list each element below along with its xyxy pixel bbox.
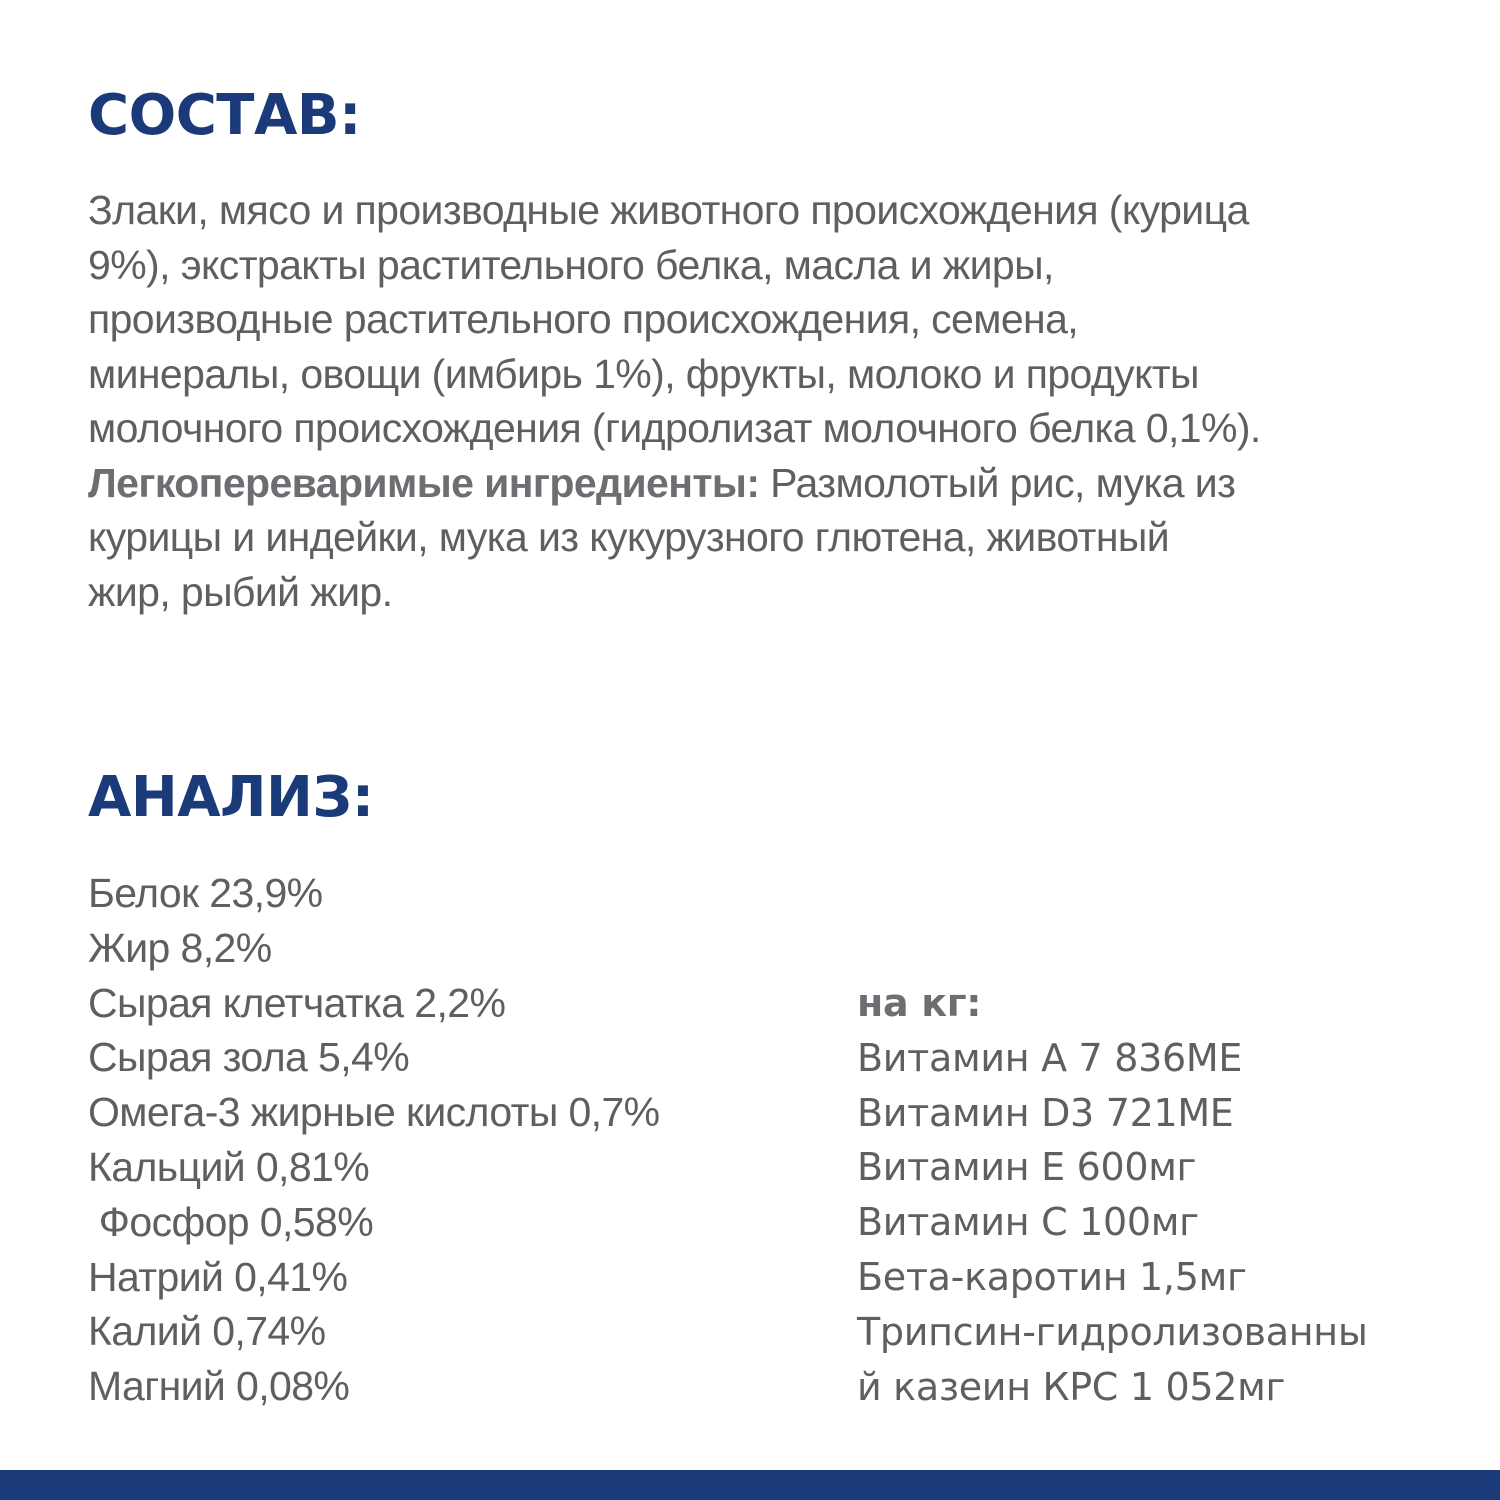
- analysis-item: Фосфор 0,58%: [88, 1198, 374, 1245]
- digestible-ingredients-line: курицы и индейки, мука из кукурузного глютена, животный: [88, 514, 1170, 560]
- analysis-item: Магний 0,08%: [88, 1363, 350, 1410]
- analysis-item: Сырая клетчатка 2,2%: [88, 979, 506, 1026]
- digestible-ingredients-text: Размолотый рис, мука из: [759, 459, 1236, 506]
- composition-line: Злаки, мясо и производные животного происхождения (курица: [88, 187, 1249, 233]
- vitamin-item: Витамин D3 721МЕ: [857, 1090, 1234, 1135]
- vitamin-item: Бета-каротин 1,5мг: [857, 1254, 1247, 1299]
- analysis-item: Натрий 0,41%: [88, 1253, 348, 1300]
- composition-text: [88, 183, 1438, 619]
- analysis-item: Омега-3 жирные кислоты 0,7%: [88, 1089, 660, 1136]
- vitamins-list: [857, 976, 1477, 1414]
- per-kg-label: на кг:: [857, 981, 982, 1025]
- composition-line: молочного происхождения (гидролизат молочного белка 0,1%).: [88, 405, 1261, 451]
- composition-line: минералы, овощи (имбирь 1%), фрукты, молоко и продукты: [88, 350, 1199, 397]
- composition-line: 9%), экстракты растительного белка, масла и жиры,: [88, 241, 1054, 288]
- digestible-ingredients-line: жир, рыбий жир.: [88, 568, 393, 615]
- vitamin-item: Трипсин-гидролизованны: [857, 1309, 1368, 1354]
- composition-line: производные растительного происхождения, семена,: [88, 296, 1079, 342]
- vitamin-item: Витамин С 100мг: [857, 1200, 1199, 1245]
- composition-heading: СОСТАВ:: [88, 83, 361, 148]
- analysis-item: Калий 0,74%: [88, 1308, 326, 1355]
- digestible-ingredients-label: Легкопереваримые ингредиенты:: [88, 459, 760, 506]
- analysis-item: Сырая зола 5,4%: [88, 1034, 410, 1081]
- bottom-bar: [0, 1470, 1500, 1500]
- analysis-heading: АНАЛИЗ:: [88, 765, 374, 830]
- analysis-list: [88, 866, 788, 1414]
- analysis-item: Жир 8,2%: [88, 924, 272, 971]
- vitamin-item: Витамин А 7 836МЕ: [857, 1035, 1243, 1080]
- vitamin-item: й казеин КРС 1 052мг: [857, 1364, 1286, 1409]
- analysis-item: Кальций 0,81%: [88, 1143, 370, 1190]
- vitamin-item: Витамин Е 600мг: [857, 1145, 1197, 1190]
- analysis-item: Белок 23,9%: [88, 870, 323, 916]
